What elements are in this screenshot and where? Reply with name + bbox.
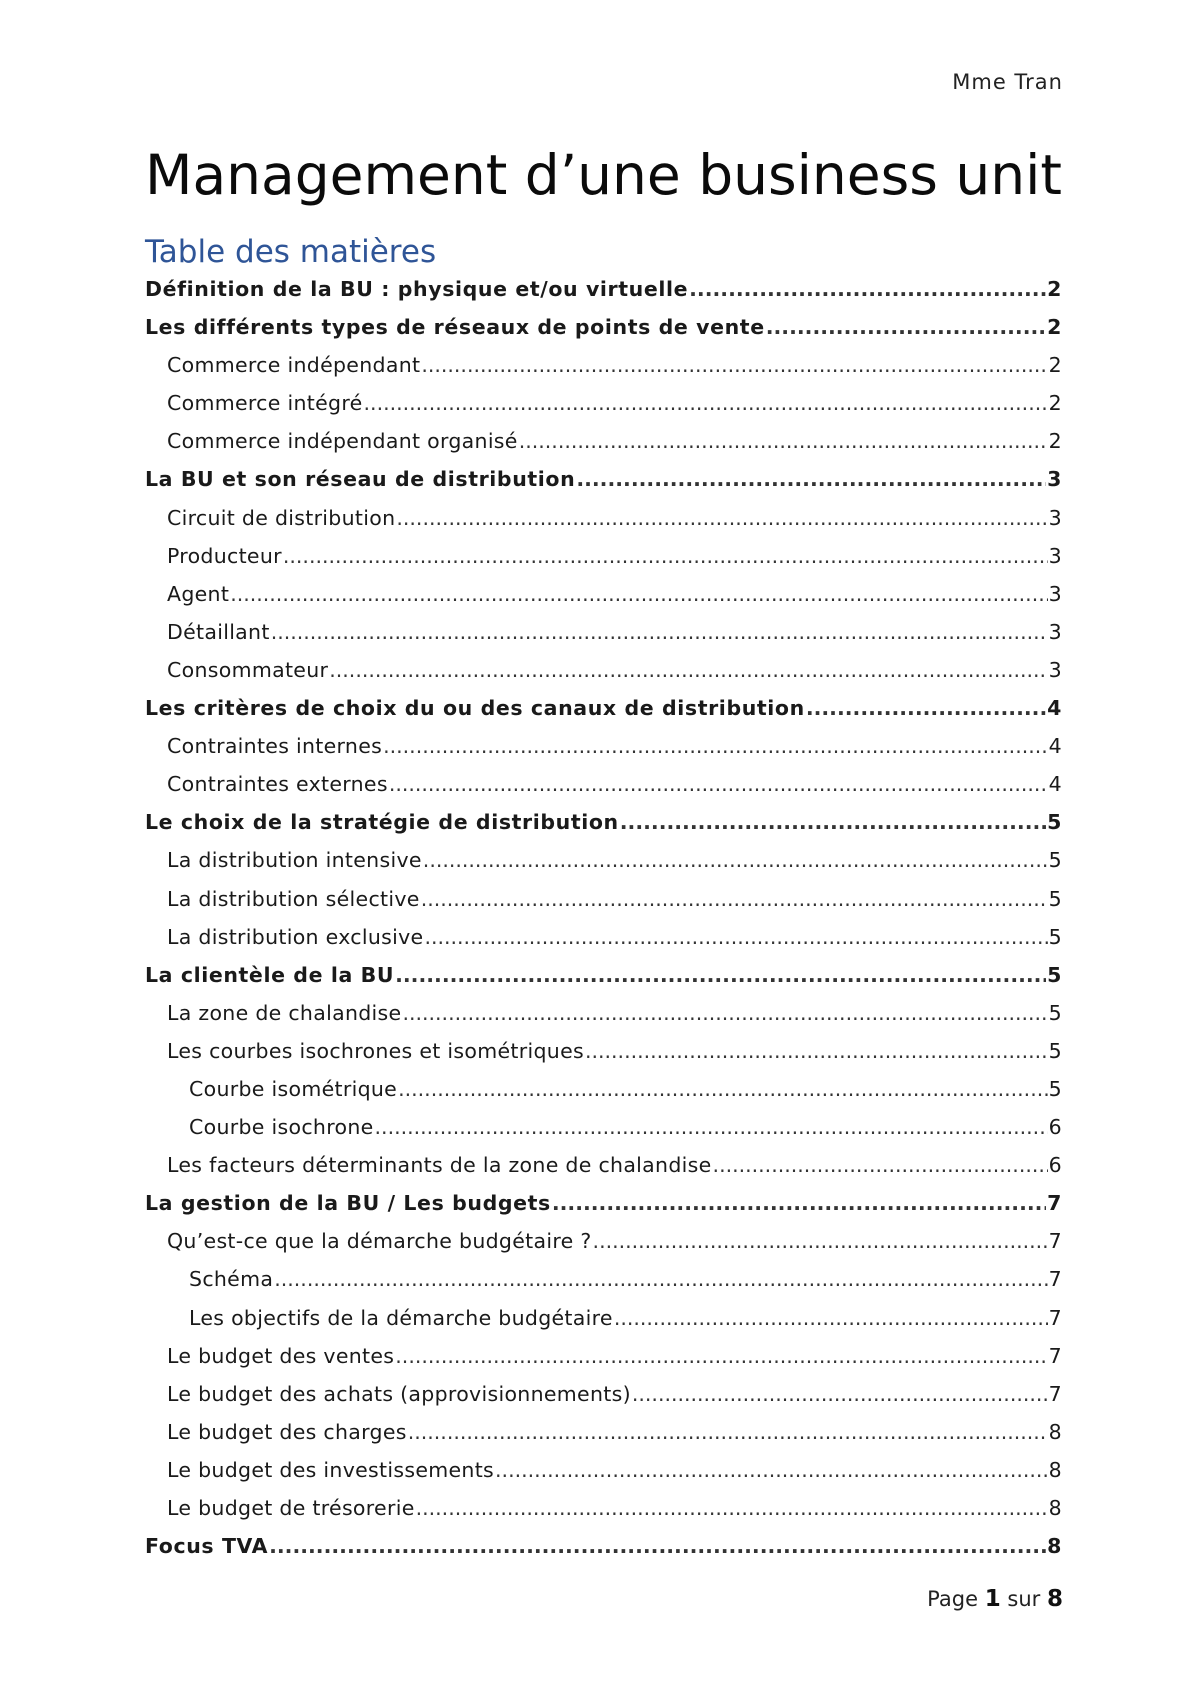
toc-dot-leader [271, 613, 1048, 651]
toc-entry-text: La gestion de la BU / Les budgets [145, 1191, 551, 1216]
toc-dot-leader [576, 460, 1046, 498]
toc-entry-text: La distribution intensive [167, 848, 422, 873]
toc-entry[interactable] [145, 270, 1062, 308]
toc-dot-leader [689, 270, 1046, 308]
toc-entry-page-number: 6 [1048, 1115, 1062, 1140]
toc-entry[interactable] [145, 880, 1062, 918]
toc-entry-text: Consommateur [167, 657, 329, 682]
toc-entry-page-number: 5 [1048, 886, 1062, 911]
toc-entry-text: Le budget des ventes [167, 1343, 395, 1368]
toc-dot-leader [383, 727, 1048, 765]
document-title: Management d’une business unit [145, 143, 1062, 207]
toc-dot-leader [424, 918, 1047, 956]
toc-dot-leader [230, 575, 1047, 613]
toc-entry[interactable] [145, 1260, 1062, 1298]
toc-entry-text: Contraintes internes [167, 734, 383, 759]
toc-entry[interactable] [145, 956, 1062, 994]
toc-dot-leader [519, 422, 1048, 460]
toc-entry-page-number: 2 [1048, 429, 1062, 454]
toc-entry-page-number: 3 [1047, 467, 1062, 492]
toc-entry[interactable] [145, 1070, 1062, 1108]
toc-entry-page-number: 5 [1047, 962, 1062, 987]
toc-entry-text: Focus TVA [145, 1534, 269, 1559]
toc-entry[interactable] [145, 994, 1062, 1032]
toc-dot-leader [766, 308, 1046, 346]
toc-entry-page-number: 3 [1048, 581, 1062, 606]
toc-entry-text: La clientèle de la BU [145, 962, 395, 987]
toc-entry[interactable] [145, 384, 1062, 422]
toc-entry-page-number: 7 [1048, 1229, 1062, 1254]
toc-entry[interactable] [145, 1222, 1062, 1260]
toc-dot-leader [395, 956, 1046, 994]
toc-entry-page-number: 3 [1048, 619, 1062, 644]
toc-dot-leader [329, 651, 1047, 689]
toc-entry-page-number: 3 [1048, 505, 1062, 530]
toc-entry-text: Les différents types de réseaux de points de vente [145, 315, 765, 340]
toc-dot-leader [283, 537, 1048, 575]
toc-entry-page-number: 5 [1047, 810, 1062, 835]
toc-dot-leader [713, 1146, 1048, 1184]
toc-entry[interactable] [145, 1489, 1062, 1527]
toc-entry[interactable] [145, 1108, 1062, 1146]
toc-entry-text: Les courbes isochrones et isométriques [167, 1038, 584, 1063]
toc-entry-text: Commerce intégré [167, 391, 363, 416]
toc-entry-text: La BU et son réseau de distribution [145, 467, 576, 492]
toc-entry-text: Commerce indépendant organisé [167, 429, 518, 454]
toc-entry-text: Le budget des achats (approvisionnements) [167, 1381, 631, 1406]
toc-entry-page-number: 6 [1048, 1153, 1062, 1178]
toc-entry[interactable] [145, 1032, 1062, 1070]
toc-entry-page-number: 8 [1048, 1496, 1062, 1520]
toc-dot-leader [421, 880, 1048, 918]
toc-dot-leader [585, 1032, 1048, 1070]
toc-dot-leader [495, 1451, 1048, 1489]
toc-dot-leader [408, 1413, 1048, 1451]
toc-dot-leader [593, 1222, 1048, 1260]
toc-entry-text: Les objectifs de la démarche budgétaire [189, 1305, 613, 1330]
toc-entry-page-number: 4 [1047, 696, 1062, 721]
footer-current-page: 1 [984, 1586, 1001, 1612]
footer-total-pages: 8 [1046, 1586, 1063, 1612]
toc-dot-leader [274, 1260, 1047, 1298]
toc-entry-text: Définition de la BU : physique et/ou virtuelle [145, 277, 689, 301]
toc-entry[interactable] [145, 1375, 1062, 1413]
toc-entry-text: Le budget des charges [167, 1419, 407, 1444]
toc-entry-page-number: 8 [1047, 1534, 1062, 1559]
toc-dot-leader [421, 346, 1047, 384]
toc-entry-page-number: 8 [1048, 1457, 1062, 1482]
toc-entry-page-number: 3 [1048, 657, 1062, 682]
toc-dot-leader [552, 1184, 1046, 1222]
toc-entry[interactable] [145, 1146, 1062, 1184]
table-of-contents [145, 270, 1062, 1565]
toc-entry[interactable] [145, 1184, 1062, 1222]
toc-entry-text: Le choix de la stratégie de distribution [145, 810, 619, 835]
toc-entry-page-number: 7 [1048, 1381, 1062, 1406]
toc-entry-text: Courbe isochrone [189, 1115, 374, 1140]
toc-entry[interactable] [145, 651, 1062, 689]
toc-entry-page-number: 5 [1048, 1076, 1062, 1101]
footer-of-label: sur [1007, 1587, 1041, 1611]
toc-entry-text: Schéma [189, 1267, 274, 1292]
page-footer [927, 1586, 1063, 1612]
toc-entry-page-number: 7 [1048, 1343, 1062, 1368]
toc-dot-leader [364, 384, 1048, 422]
toc-entry-page-number: 5 [1048, 848, 1062, 873]
toc-entry[interactable] [145, 1451, 1062, 1489]
toc-entry[interactable] [145, 841, 1062, 879]
toc-entry[interactable] [145, 499, 1062, 537]
toc-entry[interactable] [145, 1527, 1062, 1565]
toc-entry-page-number: 7 [1048, 1267, 1062, 1292]
toc-entry[interactable] [145, 918, 1062, 956]
toc-entry-page-number: 7 [1047, 1191, 1062, 1216]
toc-entry-text: La distribution sélective [167, 886, 420, 911]
toc-entry[interactable] [145, 613, 1062, 651]
toc-entry[interactable] [145, 575, 1062, 613]
toc-entry[interactable] [145, 422, 1062, 460]
toc-dot-leader [375, 1108, 1048, 1146]
toc-entry-page-number: 7 [1048, 1305, 1062, 1330]
toc-entry-text: Qu’est-ce que la démarche budgétaire ? [167, 1229, 592, 1254]
toc-entry-page-number: 3 [1048, 543, 1062, 568]
toc-entry-page-number: 5 [1048, 924, 1062, 949]
toc-dot-leader [402, 994, 1047, 1032]
toc-dot-leader [632, 1375, 1048, 1413]
toc-entry-page-number: 2 [1048, 391, 1062, 416]
header-author: Mme Tran [952, 70, 1063, 94]
toc-entry-text: La zone de chalandise [167, 1000, 402, 1025]
toc-entry-text: Contraintes externes [167, 772, 388, 797]
toc-entry-text: Les facteurs déterminants de la zone de chalandise [167, 1153, 712, 1178]
toc-entry[interactable] [145, 537, 1062, 575]
toc-entry[interactable] [145, 765, 1062, 803]
toc-dot-leader [614, 1299, 1048, 1337]
toc-entry-text: Circuit de distribution [167, 505, 396, 530]
toc-entry-page-number: 4 [1048, 734, 1062, 759]
toc-entry[interactable] [145, 1413, 1062, 1451]
toc-entry[interactable] [145, 689, 1062, 727]
toc-entry-page-number: 2 [1047, 277, 1062, 301]
toc-entry-page-number: 2 [1048, 353, 1062, 378]
toc-entry-text: Agent [167, 581, 230, 606]
toc-dot-leader [389, 765, 1048, 803]
toc-heading: Table des matières [145, 234, 437, 270]
footer-page-label: Page [927, 1587, 979, 1611]
toc-dot-leader [395, 1337, 1047, 1375]
toc-entry[interactable] [145, 1337, 1062, 1375]
toc-dot-leader [269, 1527, 1046, 1565]
toc-entry-text: Le budget de trésorerie [167, 1496, 415, 1520]
toc-dot-leader [806, 689, 1046, 727]
toc-entry[interactable] [145, 727, 1062, 765]
toc-dot-leader [396, 499, 1047, 537]
toc-entry-page-number: 8 [1048, 1419, 1062, 1444]
toc-entry[interactable] [145, 803, 1062, 841]
toc-entry[interactable] [145, 1299, 1062, 1337]
toc-entry-text: Courbe isométrique [189, 1076, 398, 1101]
toc-dot-leader [620, 803, 1046, 841]
toc-dot-leader [416, 1489, 1048, 1527]
toc-entry-text: Producteur [167, 543, 282, 568]
toc-entry-text: Le budget des investissements [167, 1457, 495, 1482]
toc-entry-page-number: 4 [1048, 772, 1062, 797]
toc-entry-text: Détaillant [167, 619, 270, 644]
toc-entry-page-number: 2 [1047, 315, 1062, 340]
toc-entry-text: Les critères de choix du ou des canaux de distribution [145, 696, 805, 721]
toc-entry[interactable] [145, 346, 1062, 384]
toc-entry[interactable] [145, 460, 1062, 498]
toc-dot-leader [398, 1070, 1048, 1108]
toc-dot-leader [423, 841, 1048, 879]
toc-entry-page-number: 5 [1048, 1038, 1062, 1063]
toc-entry-page-number: 5 [1048, 1000, 1062, 1025]
toc-entry-text: Commerce indépendant [167, 353, 421, 378]
toc-entry[interactable] [145, 308, 1062, 346]
toc-entry-text: La distribution exclusive [167, 924, 424, 949]
